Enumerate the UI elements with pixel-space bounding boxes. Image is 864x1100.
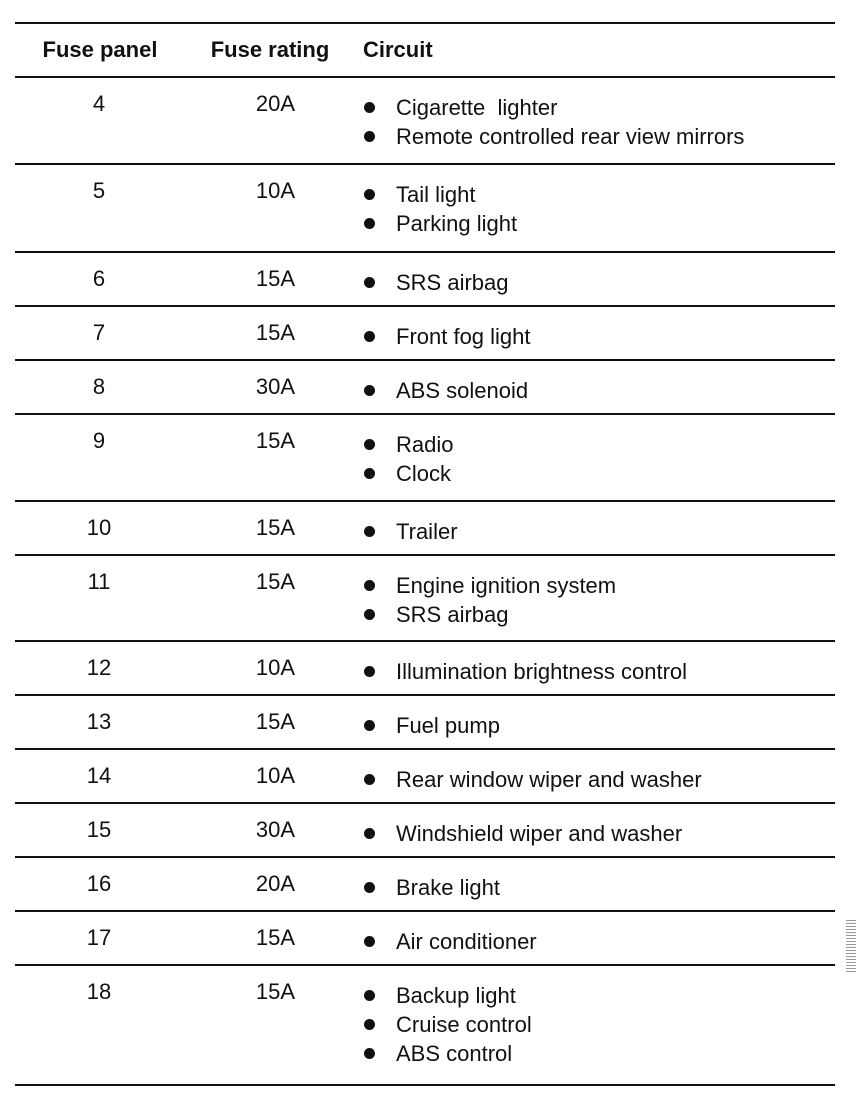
fuse-rating-cell: 20A — [255, 91, 296, 116]
circuit-item — [361, 266, 835, 299]
circuit-cell — [353, 266, 835, 299]
fuse-panel-cell: 18 — [86, 979, 112, 1004]
bullet-icon — [364, 218, 375, 229]
scan-margin-mark — [846, 918, 856, 972]
circuit-label: Cigarette lighter — [396, 94, 558, 120]
circuit-label: Illumination brightness control — [396, 658, 688, 684]
table-row — [15, 415, 835, 502]
circuit-label: Rear window wiper and washer — [396, 766, 702, 792]
circuit-label: ABS solenoid — [396, 377, 529, 403]
circuit-cell — [353, 655, 835, 688]
bullet-icon — [364, 1048, 375, 1059]
bullet-icon — [364, 990, 375, 1001]
bullet-icon — [364, 189, 375, 200]
fuse-panel-cell: 13 — [86, 709, 112, 734]
bullet-icon — [364, 131, 375, 142]
circuit-cell — [353, 817, 835, 850]
bullet-icon — [364, 277, 375, 288]
fuse-rating-cell: 15A — [255, 266, 296, 291]
table-row — [15, 750, 835, 804]
header-fuse-rating: Fuse rating — [210, 37, 330, 62]
fuse-rating-cell: 10A — [255, 655, 296, 680]
fuse-panel-cell: 9 — [92, 428, 106, 453]
circuit-cell — [353, 428, 835, 490]
table-row — [15, 912, 835, 966]
table-row — [15, 696, 835, 750]
bullet-icon — [364, 331, 375, 342]
fuse-rating-cell: 20A — [255, 871, 296, 896]
table-header — [15, 24, 835, 78]
circuit-label: Fuel pump — [396, 712, 500, 738]
circuit-item — [361, 457, 835, 490]
bullet-icon — [364, 828, 375, 839]
bullet-icon — [364, 580, 375, 591]
circuit-item — [361, 515, 835, 548]
fuse-rating-cell: 15A — [255, 428, 296, 453]
circuit-label: Front fog light — [396, 323, 531, 349]
circuit-cell — [353, 515, 835, 548]
circuit-cell — [353, 178, 835, 240]
circuit-label: SRS airbag — [396, 269, 509, 295]
circuit-cell — [353, 91, 835, 153]
table-row — [15, 556, 835, 642]
table-row — [15, 78, 835, 165]
table-row — [15, 804, 835, 858]
table-row — [15, 253, 835, 307]
circuit-label: Tail light — [396, 181, 476, 207]
table-row — [15, 361, 835, 415]
bullet-icon — [364, 102, 375, 113]
fuse-table — [15, 22, 835, 1086]
circuit-cell — [353, 871, 835, 904]
fuse-panel-cell: 17 — [86, 925, 112, 950]
circuit-label: Windshield wiper and washer — [396, 820, 683, 846]
circuit-cell — [353, 763, 835, 796]
bullet-icon — [364, 720, 375, 731]
circuit-cell — [353, 569, 835, 631]
circuit-label: Clock — [396, 460, 452, 486]
circuit-cell — [353, 979, 835, 1070]
circuit-label: Parking light — [396, 210, 518, 236]
fuse-panel-cell: 12 — [86, 655, 112, 680]
fuse-panel-cell: 11 — [87, 569, 111, 594]
bullet-icon — [364, 468, 375, 479]
circuit-label: Air conditioner — [396, 928, 537, 954]
circuit-item — [361, 320, 835, 353]
circuit-item — [361, 925, 835, 958]
table-row — [15, 858, 835, 912]
fuse-rating-cell: 15A — [255, 925, 296, 950]
circuit-cell — [353, 925, 835, 958]
fuse-rating-cell: 15A — [255, 979, 296, 1004]
fuse-rating-cell: 30A — [255, 374, 296, 399]
circuit-label: SRS airbag — [396, 601, 509, 627]
table-row — [15, 642, 835, 696]
circuit-cell — [353, 320, 835, 353]
circuit-item — [361, 709, 835, 742]
bullet-icon — [364, 882, 375, 893]
bullet-icon — [364, 526, 375, 537]
table-row — [15, 307, 835, 361]
circuit-item — [361, 598, 835, 631]
fuse-panel-cell: 14 — [86, 763, 112, 788]
table-row — [15, 966, 835, 1086]
fuse-rating-cell: 15A — [255, 515, 296, 540]
header-circuit: Circuit — [363, 37, 433, 62]
fuse-panel-cell: 4 — [92, 91, 106, 116]
circuit-label: Backup light — [396, 982, 516, 1008]
bullet-icon — [364, 1019, 375, 1030]
circuit-label: Trailer — [396, 518, 458, 544]
circuit-item — [361, 207, 835, 240]
fuse-panel-cell: 16 — [86, 871, 112, 896]
table-body — [15, 78, 835, 1086]
circuit-item — [361, 763, 835, 796]
circuit-label: Engine ignition system — [396, 572, 617, 598]
header-fuse-panel: Fuse panel — [42, 37, 158, 62]
fuse-rating-cell: 15A — [255, 320, 296, 345]
table-row — [15, 502, 835, 556]
circuit-label: Cruise control — [396, 1011, 532, 1037]
circuit-item — [361, 655, 835, 688]
circuit-item — [361, 1037, 835, 1070]
circuit-item — [361, 871, 835, 904]
fuse-panel-cell: 10 — [86, 515, 112, 540]
bullet-icon — [364, 936, 375, 947]
circuit-label: Remote controlled rear view mirrors — [396, 123, 745, 149]
fuse-panel-cell: 6 — [92, 266, 106, 291]
circuit-item — [361, 374, 835, 407]
bullet-icon — [364, 609, 375, 620]
fuse-rating-cell: 15A — [255, 709, 296, 734]
fuse-panel-cell: 15 — [86, 817, 112, 842]
bullet-icon — [364, 439, 375, 450]
circuit-cell — [353, 709, 835, 742]
fuse-panel-cell: 5 — [92, 178, 106, 203]
bullet-icon — [364, 774, 375, 785]
circuit-item — [361, 817, 835, 850]
circuit-label: ABS control — [396, 1040, 513, 1066]
fuse-panel-cell: 7 — [92, 320, 106, 345]
fuse-rating-cell: 10A — [255, 763, 296, 788]
circuit-cell — [353, 374, 835, 407]
circuit-label: Brake light — [396, 874, 500, 900]
bullet-icon — [364, 666, 375, 677]
fuse-rating-cell: 15A — [255, 569, 296, 594]
circuit-label: Radio — [396, 431, 454, 457]
table-row — [15, 165, 835, 253]
fuse-panel-cell: 8 — [92, 374, 106, 399]
circuit-item — [361, 120, 835, 153]
fuse-rating-cell: 30A — [255, 817, 296, 842]
bullet-icon — [364, 385, 375, 396]
fuse-rating-cell: 10A — [255, 178, 296, 203]
